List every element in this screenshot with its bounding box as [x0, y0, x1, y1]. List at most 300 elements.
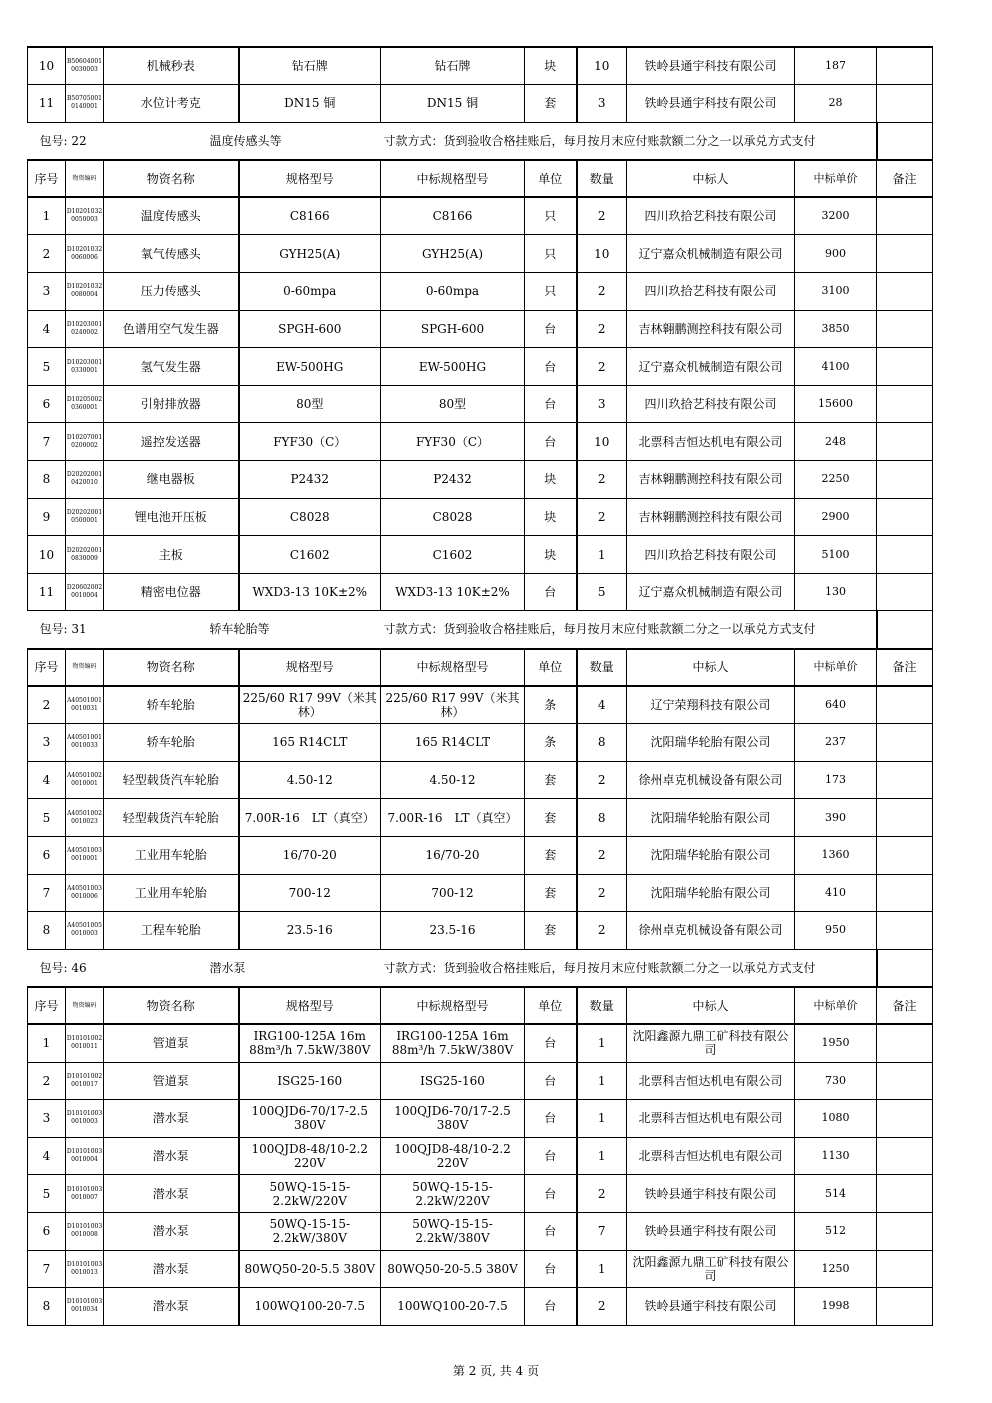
cell-remark	[877, 1024, 933, 1062]
cell-unit: 只	[525, 197, 577, 235]
cell-seq: 3	[28, 1100, 66, 1138]
cell-price: 2250	[795, 461, 877, 499]
cell-bid-spec: FYF30（C）	[381, 423, 525, 461]
cell-spec: 80型	[239, 385, 381, 423]
cell-remark	[877, 874, 933, 912]
cell-spec: P2432	[239, 461, 381, 499]
cell-seq: 5	[28, 1175, 66, 1213]
cell-spec: 80WQ50-20-5.5 380V	[239, 1250, 381, 1288]
cell-unit: 台	[525, 385, 577, 423]
package-row	[28, 949, 933, 987]
cell-price: 3850	[795, 310, 877, 348]
header-name: 物资名称	[104, 649, 239, 687]
cell-bid-spec: 7.00R-16 LT（真空）	[381, 799, 525, 837]
header-spec: 规格型号	[239, 649, 381, 687]
cell-seq: 6	[28, 385, 66, 423]
cell-name: 潜水泵	[104, 1288, 239, 1326]
cell-spec: 100WQ100-20-7.5	[239, 1288, 381, 1326]
cell-unit: 台	[525, 1175, 577, 1213]
cell-spec: EW-500HG	[239, 348, 381, 386]
cell-bid-spec: 16/70-20	[381, 836, 525, 874]
payment-terms: 寸款方式：货到验收合格挂账后，每月按月末应付账款额二分之一以承兑方式支付	[383, 622, 816, 637]
cell-remark	[877, 686, 933, 724]
cell-remark	[877, 573, 933, 611]
header-seq: 序号	[28, 649, 66, 687]
cell-name: 工业用车轮胎	[104, 836, 239, 874]
cell-seq: 5	[28, 348, 66, 386]
cell-name: 潜水泵	[104, 1100, 239, 1138]
cell-name: 水位计考克	[104, 85, 239, 123]
header-winner: 中标人	[627, 987, 795, 1025]
cell-spec: C8166	[239, 197, 381, 235]
cell-seq: 11	[28, 85, 66, 123]
header-price: 中标单价	[795, 649, 877, 687]
cell-spec: C8028	[239, 498, 381, 536]
cell-winner: 北票科吉恒达机电有限公司	[627, 1062, 795, 1100]
cell-price: 248	[795, 423, 877, 461]
cell-qty: 2	[577, 273, 627, 311]
cell-bid-spec: 50WQ-15-15-2.2kW/380V	[381, 1212, 525, 1250]
cell-bid-spec: SPGH-600	[381, 310, 525, 348]
table-row	[28, 1062, 933, 1100]
cell-qty: 7	[577, 1212, 627, 1250]
cell-name: 精密电位器	[104, 573, 239, 611]
cell-code: D10101003 0010003	[66, 1100, 104, 1138]
cell-spec: GYH25(A)	[239, 235, 381, 273]
cell-name: 主板	[104, 536, 239, 574]
cell-bid-spec: 23.5-16	[381, 912, 525, 950]
cell-remark	[877, 1250, 933, 1288]
cell-qty: 2	[577, 310, 627, 348]
cell-seq: 7	[28, 874, 66, 912]
cell-seq: 8	[28, 1288, 66, 1326]
cell-price: 1950	[795, 1024, 877, 1062]
cell-winner: 铁岭县通宇科技有限公司	[627, 1288, 795, 1326]
cell-unit: 台	[525, 1024, 577, 1062]
header-row	[28, 987, 933, 1025]
cell-price: 1250	[795, 1250, 877, 1288]
cell-price: 5100	[795, 536, 877, 574]
table-row	[28, 536, 933, 574]
cell-name: 温度传感头	[104, 197, 239, 235]
table-row	[28, 724, 933, 762]
cell-unit: 块	[525, 461, 577, 499]
cell-spec: 4.50-12	[239, 761, 381, 799]
header-price: 中标单价	[795, 160, 877, 198]
cell-price: 3200	[795, 197, 877, 235]
header-remark: 备注	[877, 987, 933, 1025]
cell-remark	[877, 348, 933, 386]
cell-winner: 铁岭县通宇科技有限公司	[627, 85, 795, 123]
cell-qty: 2	[577, 461, 627, 499]
cell-bid-spec: 100WQ100-20-7.5	[381, 1288, 525, 1326]
cell-code: D10201032 0080004	[66, 273, 104, 311]
cell-code: D20202001 0500001	[66, 498, 104, 536]
cell-winner: 吉林翱鹏测控科技有限公司	[627, 310, 795, 348]
cell-remark	[877, 273, 933, 311]
cell-remark	[877, 724, 933, 762]
cell-unit: 台	[525, 1212, 577, 1250]
cell-qty: 2	[577, 197, 627, 235]
package-name: 潜水泵	[209, 960, 246, 975]
package-row-blank	[877, 611, 933, 649]
cell-spec: ISG25-160	[239, 1062, 381, 1100]
cell-spec: SPGH-600	[239, 310, 381, 348]
cell-remark	[877, 836, 933, 874]
cell-name: 色谱用空气发生器	[104, 310, 239, 348]
package-row-blank	[877, 122, 933, 160]
cell-name: 轻型载货汽车轮胎	[104, 761, 239, 799]
table-row	[28, 1024, 933, 1062]
package-row	[28, 122, 933, 160]
cell-code: D10101003 0010007	[66, 1175, 104, 1213]
package-row-blank	[877, 949, 933, 987]
cell-name: 管道泵	[104, 1024, 239, 1062]
payment-terms: 寸款方式：货到验收合格挂账后，每月按月末应付账款额二分之一以承兑方式支付	[383, 133, 816, 148]
package-info	[28, 949, 877, 987]
cell-name: 引射排放器	[104, 385, 239, 423]
cell-name: 潜水泵	[104, 1250, 239, 1288]
table-row	[28, 1100, 933, 1138]
cell-qty: 1	[577, 1250, 627, 1288]
cell-qty: 1	[577, 1137, 627, 1175]
cell-qty: 4	[577, 686, 627, 724]
table-row	[28, 836, 933, 874]
cell-price: 1080	[795, 1100, 877, 1138]
table-row	[28, 761, 933, 799]
cell-qty: 10	[577, 47, 627, 85]
cell-price: 4100	[795, 348, 877, 386]
cell-seq: 2	[28, 1062, 66, 1100]
header-qty: 数量	[577, 649, 627, 687]
cell-unit: 只	[525, 273, 577, 311]
cell-code: D10101002 0010011	[66, 1024, 104, 1062]
cell-bid-spec: 钻石牌	[381, 47, 525, 85]
bid-table	[27, 46, 933, 1326]
header-bid-spec: 中标规格型号	[381, 987, 525, 1025]
cell-unit: 块	[525, 536, 577, 574]
package-name: 温度传感头等	[209, 133, 282, 148]
cell-price: 640	[795, 686, 877, 724]
cell-seq: 4	[28, 761, 66, 799]
table-body	[28, 47, 933, 1325]
cell-seq: 2	[28, 235, 66, 273]
cell-winner: 铁岭县通宇科技有限公司	[627, 47, 795, 85]
header-seq: 序号	[28, 160, 66, 198]
header-row	[28, 160, 933, 198]
header-winner: 中标人	[627, 649, 795, 687]
cell-bid-spec: 165 R14CLT	[381, 724, 525, 762]
cell-spec: 0-60mpa	[239, 273, 381, 311]
table-row	[28, 1175, 933, 1213]
table-row	[28, 273, 933, 311]
cell-qty: 2	[577, 498, 627, 536]
cell-unit: 台	[525, 310, 577, 348]
cell-seq: 3	[28, 724, 66, 762]
cell-spec: DN15 铜	[239, 85, 381, 123]
cell-qty: 5	[577, 573, 627, 611]
cell-seq: 3	[28, 273, 66, 311]
cell-code: D20602002 0010004	[66, 573, 104, 611]
cell-winner: 辽宁嘉众机械制造有限公司	[627, 348, 795, 386]
cell-unit: 块	[525, 47, 577, 85]
cell-seq: 11	[28, 573, 66, 611]
table-row	[28, 235, 933, 273]
cell-remark	[877, 1062, 933, 1100]
cell-spec: 50WQ-15-15-2.2kW/380V	[239, 1212, 381, 1250]
cell-bid-spec: ISG25-160	[381, 1062, 525, 1100]
package-number: 包号: 22	[39, 133, 87, 148]
cell-seq: 8	[28, 912, 66, 950]
cell-price: 950	[795, 912, 877, 950]
cell-qty: 2	[577, 874, 627, 912]
cell-seq: 10	[28, 536, 66, 574]
header-spec: 规格型号	[239, 160, 381, 198]
cell-name: 工业用车轮胎	[104, 874, 239, 912]
cell-unit: 台	[525, 573, 577, 611]
cell-spec: 165 R14CLT	[239, 724, 381, 762]
cell-name: 潜水泵	[104, 1137, 239, 1175]
header-spec: 规格型号	[239, 987, 381, 1025]
cell-bid-spec: WXD3-13 10K±2%	[381, 573, 525, 611]
cell-price: 2900	[795, 498, 877, 536]
cell-name: 压力传感头	[104, 273, 239, 311]
table-row	[28, 47, 933, 85]
cell-spec: C1602	[239, 536, 381, 574]
cell-spec: 50WQ-15-15-2.2kW/220V	[239, 1175, 381, 1213]
cell-bid-spec: P2432	[381, 461, 525, 499]
cell-remark	[877, 461, 933, 499]
cell-code: D10203001 0240002	[66, 310, 104, 348]
cell-remark	[877, 498, 933, 536]
cell-unit: 套	[525, 912, 577, 950]
cell-unit: 套	[525, 85, 577, 123]
cell-seq: 7	[28, 423, 66, 461]
cell-qty: 1	[577, 1100, 627, 1138]
cell-remark	[877, 761, 933, 799]
cell-seq: 7	[28, 1250, 66, 1288]
cell-unit: 台	[525, 1250, 577, 1288]
cell-price: 237	[795, 724, 877, 762]
cell-name: 管道泵	[104, 1062, 239, 1100]
header-bid-spec: 中标规格型号	[381, 160, 525, 198]
cell-winner: 沈阳瑞华轮胎有限公司	[627, 836, 795, 874]
cell-price: 410	[795, 874, 877, 912]
cell-winner: 辽宁荣翔科技有限公司	[627, 686, 795, 724]
table-row	[28, 912, 933, 950]
cell-name: 继电器板	[104, 461, 239, 499]
cell-code: D10207001 0200002	[66, 423, 104, 461]
cell-unit: 套	[525, 761, 577, 799]
cell-bid-spec: EW-500HG	[381, 348, 525, 386]
cell-seq: 6	[28, 836, 66, 874]
table-row	[28, 799, 933, 837]
table-row	[28, 1212, 933, 1250]
cell-remark	[877, 799, 933, 837]
cell-code: D10201032 0060006	[66, 235, 104, 273]
header-unit: 单位	[525, 649, 577, 687]
cell-unit: 条	[525, 686, 577, 724]
cell-spec: 7.00R-16 LT（真空）	[239, 799, 381, 837]
cell-unit: 块	[525, 498, 577, 536]
bid-result-sheet	[27, 46, 932, 1326]
cell-remark	[877, 912, 933, 950]
cell-name: 轻型载货汽车轮胎	[104, 799, 239, 837]
cell-spec: 16/70-20	[239, 836, 381, 874]
cell-winner: 铁岭县通宇科技有限公司	[627, 1212, 795, 1250]
cell-winner: 沈阳瑞华轮胎有限公司	[627, 799, 795, 837]
cell-remark	[877, 1137, 933, 1175]
header-name: 物资名称	[104, 987, 239, 1025]
table-row	[28, 1288, 933, 1326]
cell-name: 潜水泵	[104, 1212, 239, 1250]
cell-qty: 10	[577, 235, 627, 273]
cell-name: 工程车轮胎	[104, 912, 239, 950]
cell-qty: 2	[577, 348, 627, 386]
cell-qty: 2	[577, 912, 627, 950]
cell-price: 390	[795, 799, 877, 837]
cell-winner: 四川玖拾艺科技有限公司	[627, 197, 795, 235]
cell-spec: IRG100-125A 16m 88m³/h 7.5kW/380V	[239, 1024, 381, 1062]
table-row	[28, 461, 933, 499]
cell-code: D10205002 0360001	[66, 385, 104, 423]
cell-seq: 10	[28, 47, 66, 85]
cell-price: 187	[795, 47, 877, 85]
cell-code: D20202001 0420010	[66, 461, 104, 499]
header-code: 物资编码	[66, 160, 104, 198]
cell-name: 机械秒表	[104, 47, 239, 85]
cell-code: D20202001 0830009	[66, 536, 104, 574]
header-unit: 单位	[525, 987, 577, 1025]
cell-bid-spec: 700-12	[381, 874, 525, 912]
cell-code: D10101003 0010008	[66, 1212, 104, 1250]
cell-unit: 台	[525, 423, 577, 461]
cell-code: A40501005 0010003	[66, 912, 104, 950]
cell-unit: 台	[525, 1137, 577, 1175]
cell-qty: 2	[577, 761, 627, 799]
cell-spec: 钻石牌	[239, 47, 381, 85]
cell-bid-spec: 80WQ50-20-5.5 380V	[381, 1250, 525, 1288]
table-row	[28, 874, 933, 912]
cell-code: A40501003 0010006	[66, 874, 104, 912]
cell-code: A40501003 0010001	[66, 836, 104, 874]
table-row	[28, 686, 933, 724]
cell-seq: 5	[28, 799, 66, 837]
header-remark: 备注	[877, 649, 933, 687]
cell-winner: 吉林翱鹏测控科技有限公司	[627, 461, 795, 499]
cell-price: 15600	[795, 385, 877, 423]
table-row	[28, 85, 933, 123]
cell-seq: 1	[28, 1024, 66, 1062]
cell-bid-spec: 225/60 R17 99V（米其林）	[381, 686, 525, 724]
header-qty: 数量	[577, 160, 627, 198]
cell-unit: 套	[525, 836, 577, 874]
header-row	[28, 649, 933, 687]
cell-unit: 台	[525, 1062, 577, 1100]
cell-qty: 2	[577, 1288, 627, 1326]
cell-price: 130	[795, 573, 877, 611]
cell-unit: 套	[525, 799, 577, 837]
cell-winner: 沈阳鑫源九鼎工矿科技有限公司	[627, 1250, 795, 1288]
cell-seq: 6	[28, 1212, 66, 1250]
cell-code: A40501001 0010031	[66, 686, 104, 724]
cell-qty: 10	[577, 423, 627, 461]
cell-name: 氧气传感头	[104, 235, 239, 273]
cell-spec: 23.5-16	[239, 912, 381, 950]
cell-spec: WXD3-13 10K±2%	[239, 573, 381, 611]
cell-remark	[877, 423, 933, 461]
cell-winner: 四川玖拾艺科技有限公司	[627, 536, 795, 574]
cell-qty: 3	[577, 385, 627, 423]
cell-code: D10101003 0010013	[66, 1250, 104, 1288]
cell-qty: 8	[577, 799, 627, 837]
table-row	[28, 385, 933, 423]
cell-bid-spec: DN15 铜	[381, 85, 525, 123]
package-row	[28, 611, 933, 649]
table-row	[28, 423, 933, 461]
cell-unit: 台	[525, 348, 577, 386]
table-row	[28, 197, 933, 235]
cell-qty: 2	[577, 836, 627, 874]
cell-unit: 台	[525, 1100, 577, 1138]
payment-terms: 寸款方式：货到验收合格挂账后，每月按月末应付账款额二分之一以承兑方式支付	[383, 960, 816, 975]
header-qty: 数量	[577, 987, 627, 1025]
cell-bid-spec: GYH25(A)	[381, 235, 525, 273]
header-unit: 单位	[525, 160, 577, 198]
header-bid-spec: 中标规格型号	[381, 649, 525, 687]
cell-winner: 辽宁嘉众机械制造有限公司	[627, 573, 795, 611]
cell-qty: 2	[577, 1175, 627, 1213]
cell-remark	[877, 47, 933, 85]
cell-code: D10201032 0050003	[66, 197, 104, 235]
cell-price: 512	[795, 1212, 877, 1250]
cell-winner: 吉林翱鹏测控科技有限公司	[627, 498, 795, 536]
cell-bid-spec: 0-60mpa	[381, 273, 525, 311]
package-info	[28, 122, 877, 160]
cell-seq: 9	[28, 498, 66, 536]
cell-remark	[877, 1212, 933, 1250]
cell-remark	[877, 235, 933, 273]
cell-winner: 沈阳瑞华轮胎有限公司	[627, 724, 795, 762]
cell-price: 28	[795, 85, 877, 123]
cell-winner: 徐州卓克机械设备有限公司	[627, 912, 795, 950]
cell-bid-spec: C1602	[381, 536, 525, 574]
cell-winner: 徐州卓克机械设备有限公司	[627, 761, 795, 799]
cell-winner: 铁岭县通宇科技有限公司	[627, 1175, 795, 1213]
cell-winner: 四川玖拾艺科技有限公司	[627, 273, 795, 311]
cell-qty: 8	[577, 724, 627, 762]
cell-remark	[877, 536, 933, 574]
cell-seq: 2	[28, 686, 66, 724]
cell-winner: 北票科吉恒达机电有限公司	[627, 1137, 795, 1175]
package-info	[28, 611, 877, 649]
cell-bid-spec: 100QJD8-48/10-2.2 220V	[381, 1137, 525, 1175]
cell-price: 514	[795, 1175, 877, 1213]
header-name: 物资名称	[104, 160, 239, 198]
cell-name: 轿车轮胎	[104, 724, 239, 762]
package-number: 包号: 46	[39, 960, 87, 975]
cell-winner: 辽宁嘉众机械制造有限公司	[627, 235, 795, 273]
table-row	[28, 1250, 933, 1288]
cell-winner: 沈阳鑫源九鼎工矿科技有限公司	[627, 1024, 795, 1062]
cell-remark	[877, 85, 933, 123]
header-remark: 备注	[877, 160, 933, 198]
cell-seq: 1	[28, 197, 66, 235]
cell-price: 3100	[795, 273, 877, 311]
cell-spec: 225/60 R17 99V（米其林）	[239, 686, 381, 724]
cell-price: 730	[795, 1062, 877, 1100]
cell-remark	[877, 1100, 933, 1138]
